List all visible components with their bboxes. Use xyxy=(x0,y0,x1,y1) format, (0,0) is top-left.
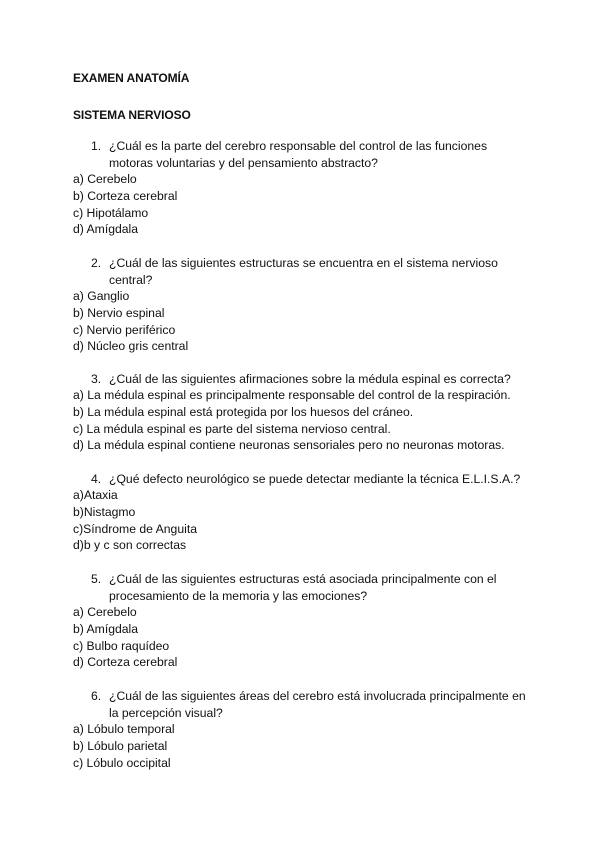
answer-option: d) Corteza cerebral xyxy=(73,655,178,670)
question-text: ¿Qué defecto neurológico se puede detectar mediante la técnica E.L.I.S.A.? xyxy=(109,472,521,486)
answer-options-2 xyxy=(73,288,573,355)
question-text: ¿Cuál de las siguientes áreas del cerebro está involucrada principalmente en la percepción visual? xyxy=(109,689,526,720)
question-number: 4. xyxy=(91,472,102,486)
question-text: ¿Cuál es la parte del cerebro responsable del control de las funciones motoras voluntarias y del pensamiento abstracto? xyxy=(109,139,488,170)
answer-options-1 xyxy=(73,171,573,238)
answer-option: b) Lóbulo parietal xyxy=(73,738,168,753)
answer-option: b) Amígdala xyxy=(73,621,139,636)
answer-option: a) Ganglio xyxy=(73,289,130,303)
answer-option: d) Núcleo gris central xyxy=(73,339,189,354)
question-number: 1. xyxy=(91,139,102,153)
answer-option: a) La médula espinal es principalmente responsable del control de la respiración. xyxy=(73,388,511,402)
question-number: 6. xyxy=(91,689,102,703)
answer-option: b) Nervio espinal xyxy=(73,305,165,320)
answer-options-4 xyxy=(73,487,573,554)
question-text: ¿Cuál de las siguientes afirmaciones sobre la médula espinal es correcta? xyxy=(109,372,511,386)
answer-option: c)Síndrome de Anguita xyxy=(73,521,197,536)
section-title: SISTEMA NERVIOSO xyxy=(73,108,191,122)
question-number: 3. xyxy=(91,372,102,386)
answer-option: c) Nervio periférico xyxy=(73,322,176,337)
answer-option: d)b y c son correctas xyxy=(73,538,187,553)
answer-option: c) La médula espinal es parte del sistema nervioso central. xyxy=(73,421,391,436)
answer-option: b)Nistagmo xyxy=(73,504,136,519)
answer-option: c) Bulbo raquídeo xyxy=(73,638,170,653)
answer-options-6 xyxy=(73,721,573,771)
answer-options-3 xyxy=(73,387,573,454)
question-text: ¿Cuál de las siguientes estructuras se encuentra en el sistema nervioso central? xyxy=(109,256,498,287)
answer-option: b) La médula espinal está protegida por los huesos del cráneo. xyxy=(73,404,414,419)
answer-option: c) Lóbulo occipital xyxy=(73,755,171,770)
answer-option: a) Cerebelo xyxy=(73,605,137,619)
answer-option: d) Amígdala xyxy=(73,222,139,237)
answer-option: b) Corteza cerebral xyxy=(73,188,178,203)
answer-option: a) Cerebelo xyxy=(73,172,137,186)
question-number: 5. xyxy=(91,572,102,586)
question-text: ¿Cuál de las siguientes estructuras está asociada principalmente con el procesamiento de la memoria y las emociones? xyxy=(109,572,497,603)
question-number: 2. xyxy=(91,256,102,270)
answer-option: d) La médula espinal contiene neuronas sensoriales pero no neuronas motoras. xyxy=(73,438,505,453)
answer-option: a) Lóbulo temporal xyxy=(73,722,175,736)
answer-option: c) Hipotálamo xyxy=(73,205,149,220)
answer-options-5 xyxy=(73,604,573,671)
document-title: EXAMEN ANATOMÍA xyxy=(73,71,190,85)
answer-option: a)Ataxia xyxy=(73,488,118,502)
